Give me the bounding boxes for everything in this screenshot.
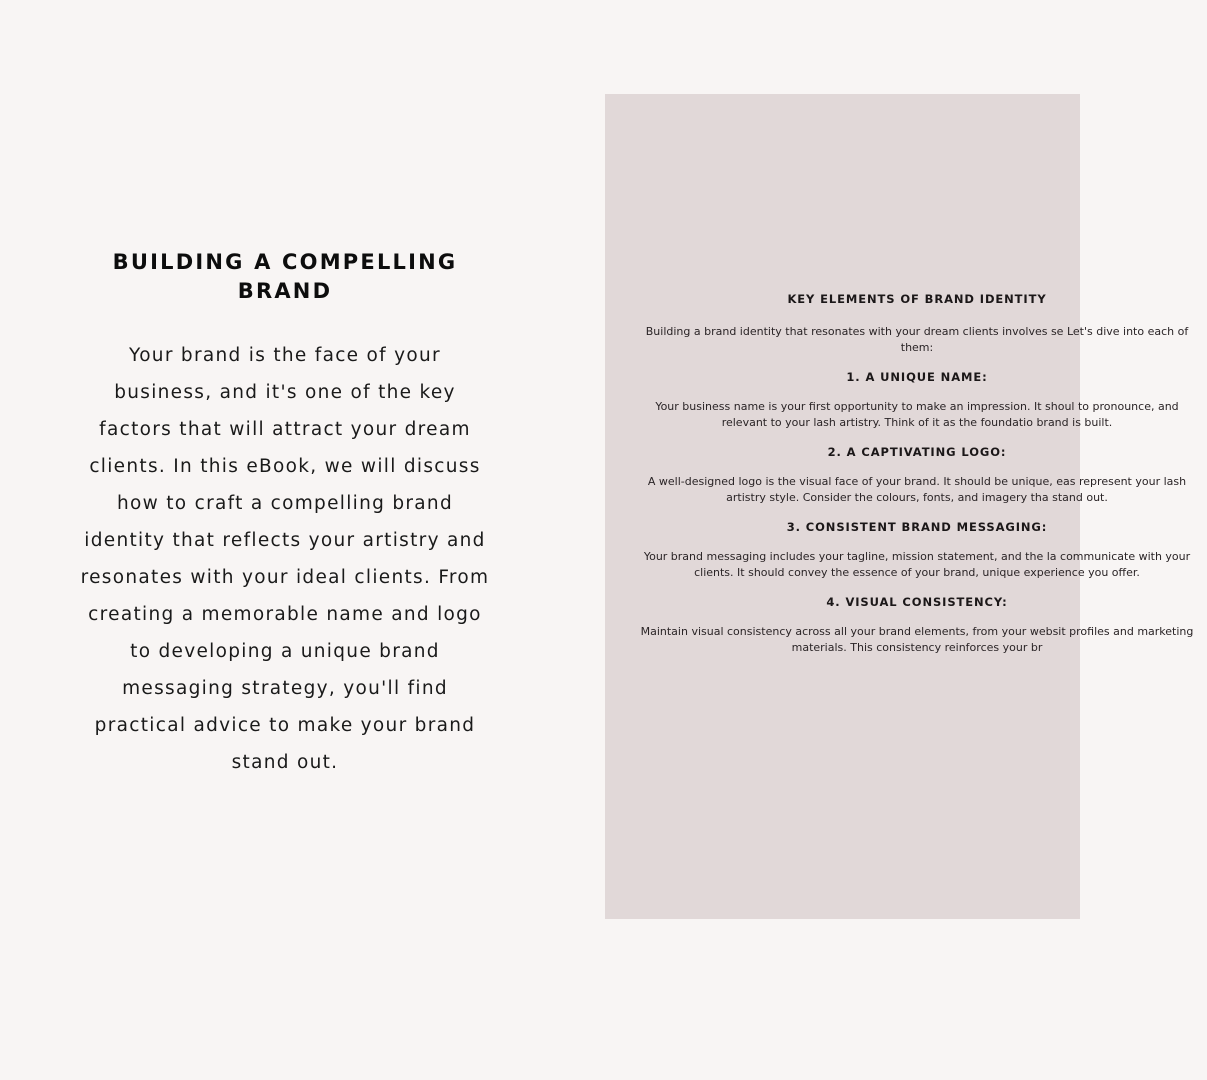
page-title: BUILDING A COMPELLING BRAND (112, 250, 458, 303)
page-content (627, 292, 1207, 656)
page-heading: KEY ELEMENTS OF BRAND IDENTITY (787, 292, 1047, 306)
section-text-messaging: Your brand messaging includes your tagline, mission statement, and the la communicate with your clients. It should convey the essence of your brand, unique experience you offer. (643, 550, 1191, 579)
section-text-visual: Maintain visual consistency across all your brand elements, from your websit profiles and marketing materials. This consistency reinforces your br (640, 625, 1194, 654)
intro-paragraph: Your brand is the face of your business, and it's one of the key factors that will attract your dream clients. In this eBook, we will discuss how to craft a compelling brand identity that reflects your artistry and resonates with your ideal clients. From creating a memorable name and logo to developing a unique brand messaging strategy, you'll find practical advice to make your brand stand out. (80, 345, 490, 773)
ebook-page-preview (605, 94, 1194, 919)
intro-column (80, 248, 490, 781)
section-title-visual: 4. VISUAL CONSISTENCY: (826, 595, 1008, 609)
section-title-name: 1. A UNIQUE NAME: (846, 370, 988, 384)
page-intro: Building a brand identity that resonates with your dream clients involves se Let's dive into each of them: (645, 325, 1189, 354)
section-title-messaging: 3. CONSISTENT BRAND MESSAGING: (786, 520, 1048, 534)
section-text-name: Your business name is your first opportunity to make an impression. It shoul to pronounce, and relevant to your lash artistry. Think of it as the foundatio brand is built. (655, 400, 1179, 429)
section-title-logo: 2. A CAPTIVATING LOGO: (827, 445, 1007, 459)
section-text-logo: A well-designed logo is the visual face of your brand. It should be unique, eas represent your lash artistry style. Consider the colours, fonts, and imagery tha stand out. (647, 475, 1187, 504)
